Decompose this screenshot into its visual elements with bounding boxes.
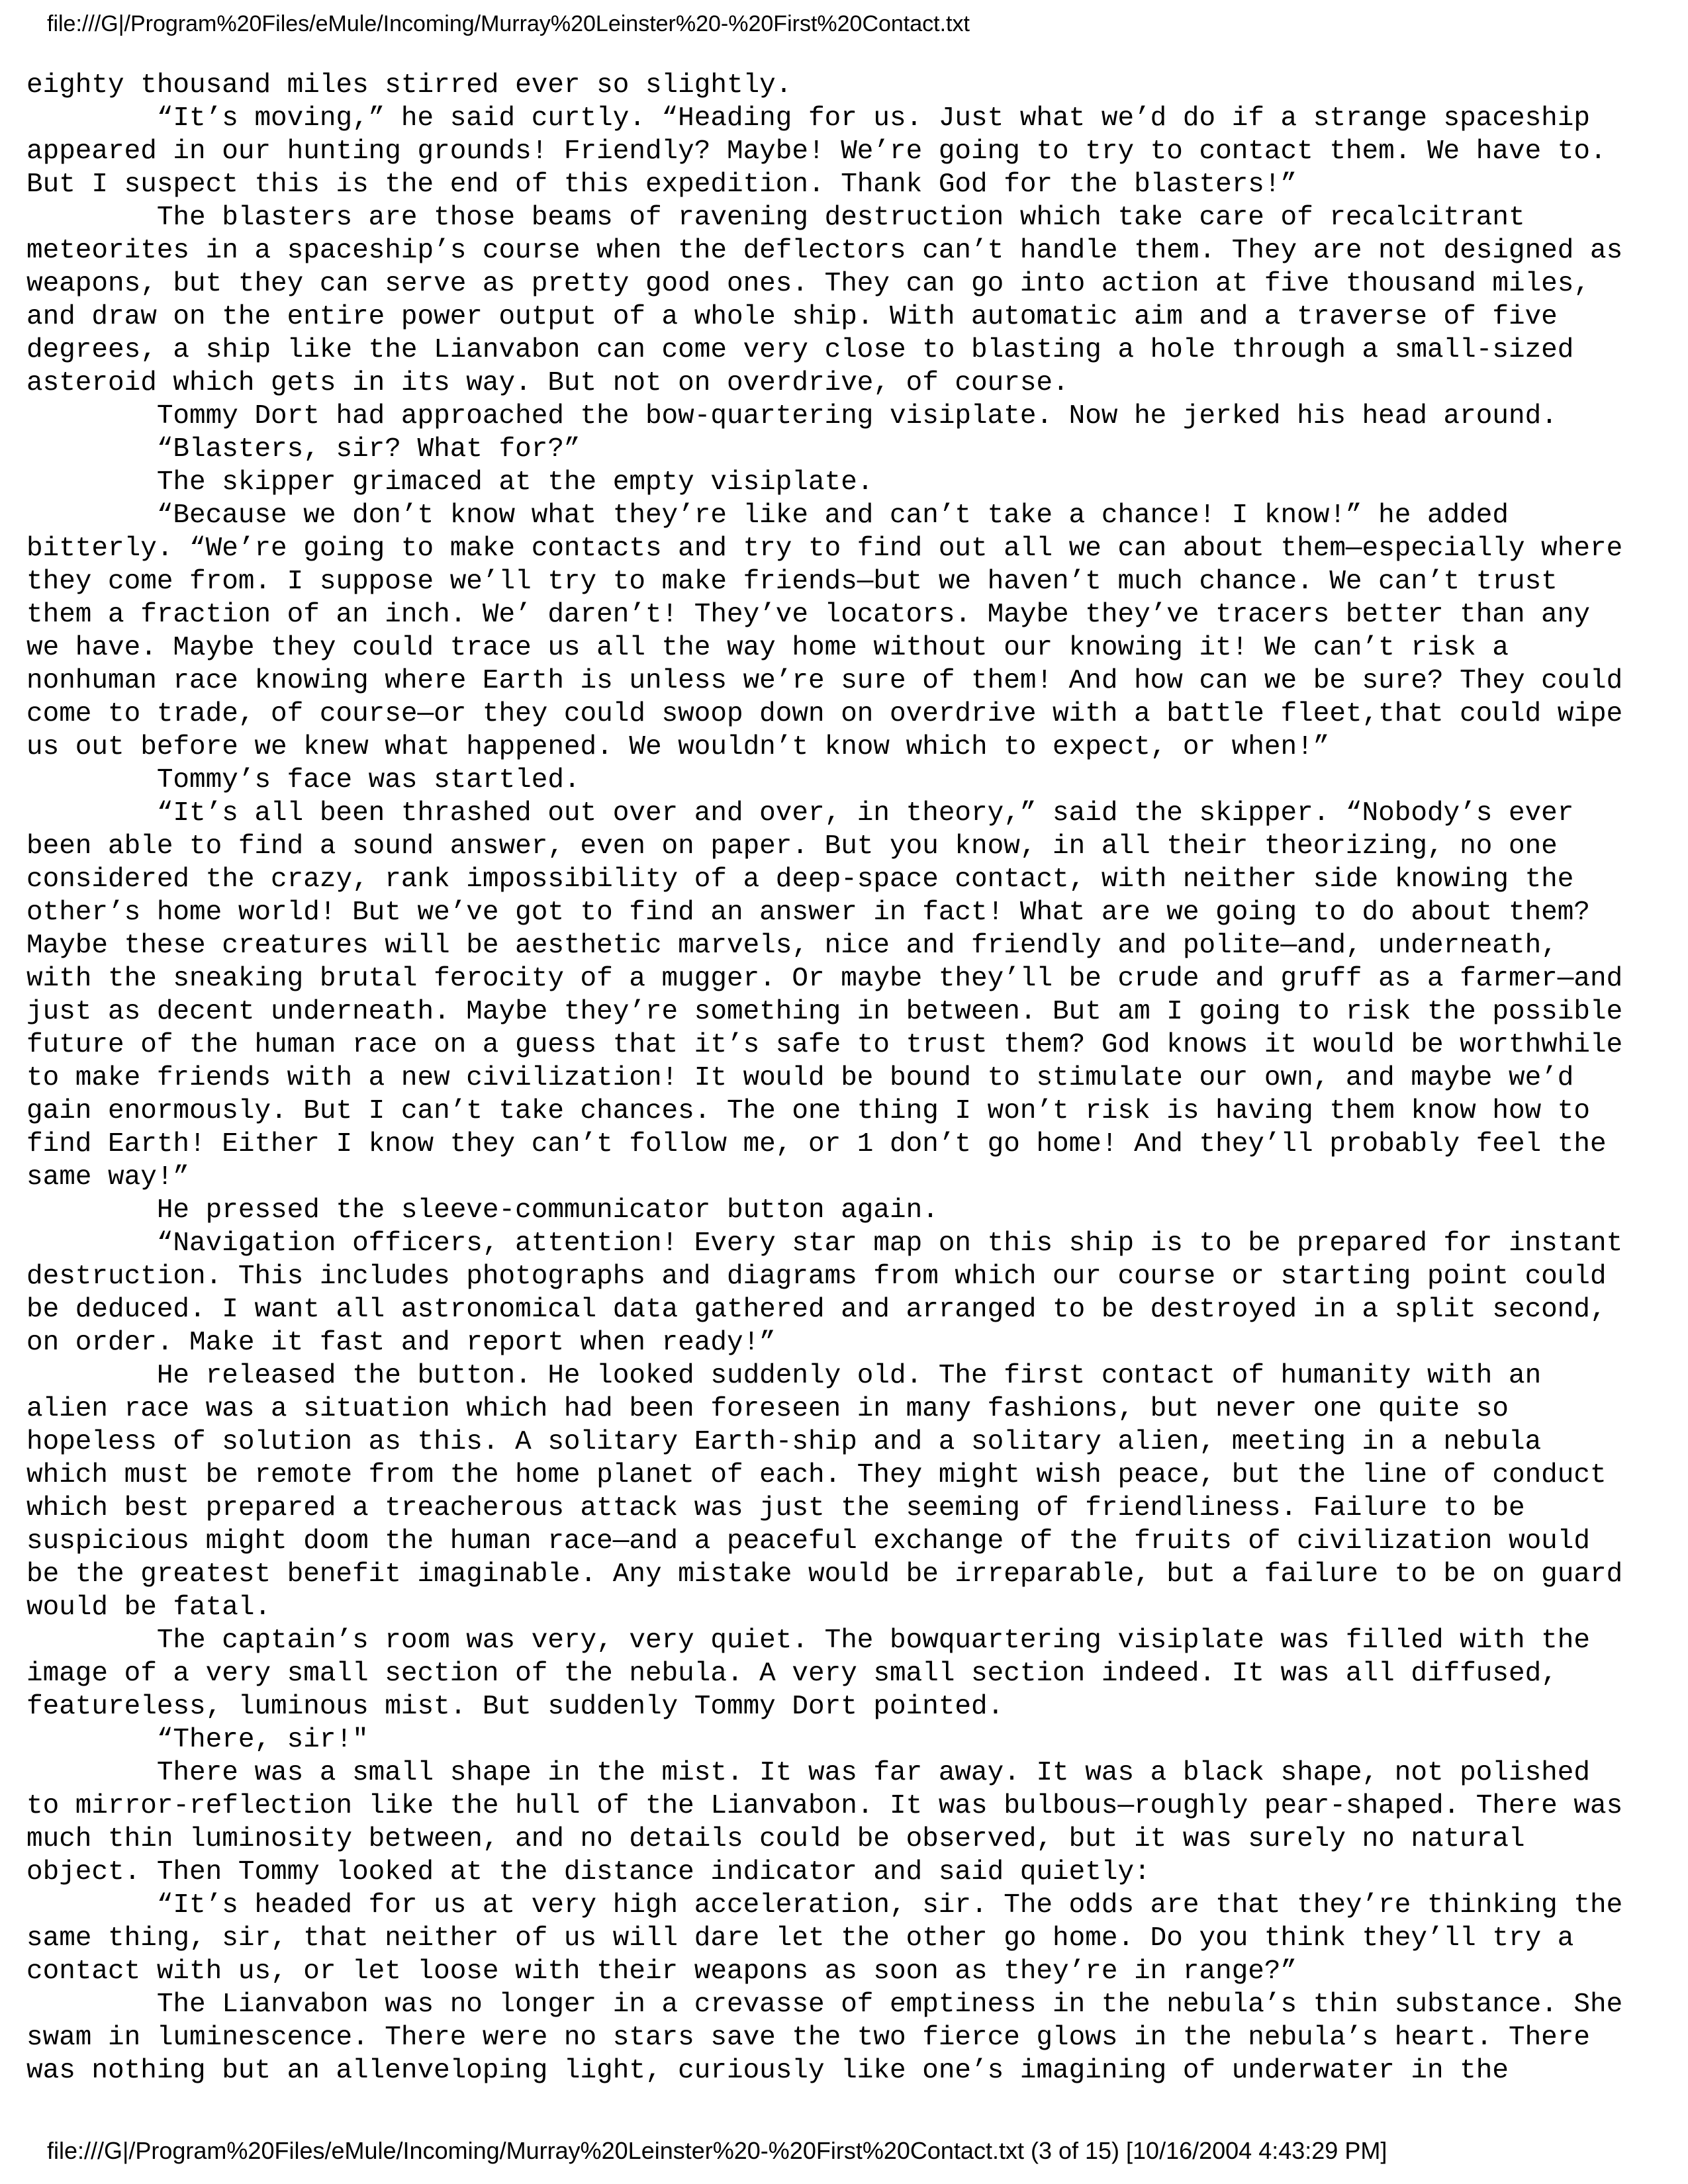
text-line: with the sneaking brutal ferocity of a mugger. Or maybe they’ll be crude and gruff as a farmer—and [26,964,1623,994]
text-line: would be fatal. [26,1592,271,1623]
text-line: asteroid which gets in its way. But not on overdrive, of course. [26,368,1069,398]
text-line: suspicious might doom the human race—and a peaceful exchange of the fruits of civilization would [26,1526,1590,1557]
text-line: future of the human race on a guess that it’s safe to trust them? God knows it would be worthwhile [26,1030,1623,1060]
text-line: to make friends with a new civilization! It would be bound to stimulate our own, and maybe we’d [26,1063,1574,1093]
document-body [26,69,1668,2087]
text-line: on order. Make it fast and report when ready!” [26,1328,776,1358]
text-line: been able to find a sound answer, even on paper. But you know, in all their theorizing, no one [26,831,1558,862]
text-line: Maybe these creatures will be aesthetic marvels, nice and friendly and polite—and, underneath, [26,931,1558,961]
text-line: He pressed the sleeve-communicator button again. [26,1195,939,1226]
text-line: “It’s all been thrashed out over and over, in theory,” said the skipper. “Nobody’s ever [26,798,1574,829]
text-line: “Because we don’t know what they’re like and can’t take a chance! I know!” he added [26,500,1509,531]
text-line: considered the crazy, rank impossibility of a deep-space contact, with neither side knowing the [26,864,1574,895]
text-line: destruction. This includes photographs and diagrams from which our course or starting point could [26,1261,1607,1292]
text-line: But I suspect this is the end of this expedition. Thank God for the blasters!” [26,169,1297,200]
text-line: same way!” [26,1162,190,1193]
text-line: to mirror-reflection like the hull of the Lianvabon. It was bulbous—roughly pear-shaped. There was [26,1791,1623,1821]
text-line: There was a small shape in the mist. It was far away. It was a black shape, not polished [26,1758,1590,1788]
text-line: contact with us, or let loose with their weapons as soon as they’re in range?” [26,1956,1297,1987]
text-line: The Lianvabon was no longer in a crevasse of emptiness in the nebula’s thin substance. She [26,1989,1623,2020]
text-line: they come from. I suppose we’ll try to make friends—but we haven’t much chance. We can’t trust [26,567,1558,597]
text-line: appeared in our hunting grounds! Friendly? Maybe! We’re going to try to contact them. We have to. [26,136,1607,167]
text-line: featureless, luminous mist. But suddenly Tommy Dort pointed. [26,1692,1004,1722]
text-line: was nothing but an allenveloping light, curiously like one’s imagining of underwater in the [26,2056,1509,2086]
text-line: nonhuman race knowing where Earth is unless we’re sure of them! And how can we be sure? They could [26,666,1623,696]
text-line: “It’s moving,” he said curtly. “Heading for us. Just what we’d do if a strange spaceship [26,103,1590,134]
text-line: be deduced. I want all astronomical data gathered and arranged to be destroyed in a split second, [26,1295,1607,1325]
text-line: The blasters are those beams of ravening destruction which take care of recalcitrant [26,203,1525,233]
text-line: which must be remote from the home planet of each. They might wish peace, but the line of conduct [26,1460,1607,1490]
text-line: The captain’s room was very, very quiet. The bowquartering visiplate was filled with the [26,1625,1590,1656]
text-line: them a fraction of an inch. We’ daren’t! They’ve locators. Maybe they’ve tracers better than any [26,600,1590,630]
text-line: He released the button. He looked suddenly old. The first contact of humanity with an [26,1361,1542,1391]
text-line: which best prepared a treacherous attack was just the seeming of friendliness. Failure to be [26,1493,1525,1524]
text-line: The skipper grimaced at the empty visiplate. [26,467,874,498]
text-line: gain enormously. But I can’t take chances. The one thing I won’t risk is having them know how to [26,1096,1590,1126]
text-line: us out before we knew what happened. We wouldn’t know which to expect, or when!” [26,732,1330,762]
text-line: degrees, a ship like the Lianvabon can come very close to blasting a hole through a small-sized [26,335,1574,365]
text-line: hopeless of solution as this. A solitary Earth-ship and a solitary alien, meeting in a nebula [26,1427,1542,1457]
text-line: eighty thousand miles stirred ever so slightly. [26,70,792,101]
text-line: we have. Maybe they could trace us all the way home without our knowing it! We can’t risk a [26,633,1509,663]
text-line: much thin luminosity between, and no details could be observed, but it was surely no natural [26,1824,1525,1854]
header-file-path: file:///G|/Program%20Files/eMule/Incoming/Murray%20Leinster%20-%20First%20Contact.txt [47,11,970,36]
text-line: be the greatest benefit imaginable. Any mistake would be irreparable, but a failure to be on guard [26,1559,1623,1590]
text-line: come to trade, of course—or they could swoop down on overdrive with a battle fleet,that could wipe [26,699,1623,729]
footer-page-info: file:///G|/Program%20Files/eMule/Incoming/Murray%20Leinster%20-%20First%20Contact.txt (3 of 15) [10/16/2004 4:43:29 PM] [47,2137,1387,2164]
text-line: same thing, sir, that neither of us will dare let the other go home. Do you think they’ll try a [26,1923,1574,1954]
text-line: weapons, but they can serve as pretty good ones. They can go into action at five thousand miles, [26,269,1590,299]
text-line: “It’s headed for us at very high acceleration, sir. The odds are that they’re thinking the [26,1890,1623,1921]
text-line: object. Then Tommy looked at the distance indicator and said quietly: [26,1857,1150,1888]
text-line: find Earth! Either I know they can’t follow me, or 1 don’t go home! And they’ll probably feel the [26,1129,1607,1160]
text-line: meteorites in a spaceship’s course when the deflectors can’t handle them. They are not designed as [26,236,1623,266]
text-line: other’s home world! But we’ve got to find an answer in fact! What are we going to do about them? [26,897,1590,928]
text-line: just as decent underneath. Maybe they’re something in between. But am I going to risk the possible [26,997,1623,1027]
text-line: “There, sir!" [26,1725,369,1755]
text-line: “Blasters, sir? What for?” [26,434,581,465]
text-line: image of a very small section of the nebula. A very small section indeed. It was all diffused, [26,1659,1558,1689]
text-line: bitterly. “We’re going to make contacts and try to find out all we can about them—especially where [26,533,1623,564]
text-line: “Navigation officers, attention! Every star map on this ship is to be prepared for instant [26,1228,1623,1259]
text-line: swam in luminescence. There were no stars save the two fierce glows in the nebula’s heart. There [26,2023,1590,2053]
text-line: Tommy’s face was startled. [26,765,581,796]
text-line: Tommy Dort had approached the bow-quartering visiplate. Now he jerked his head around. [26,401,1558,432]
text-line: and draw on the entire power output of a whole ship. With automatic aim and a traverse of five [26,302,1558,332]
text-line: alien race was a situation which had been foreseen in many fashions, but never one quite so [26,1394,1509,1424]
